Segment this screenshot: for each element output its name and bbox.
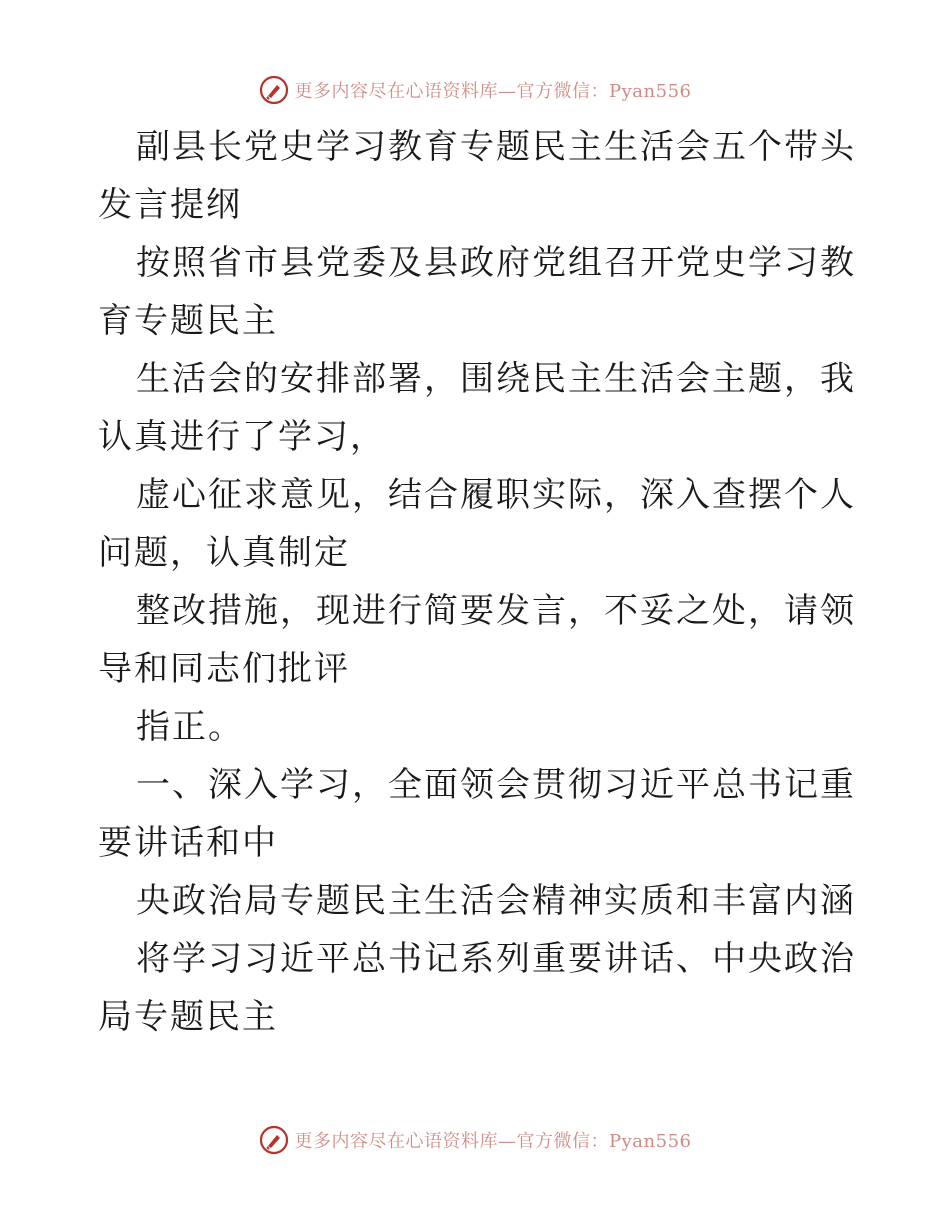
watermark-text: 更多内容尽在心语资料库—官方微信：Pyan556 (294, 1131, 692, 1152)
document-title: 副县长党史学习教育专题民主生活会五个带头发言提纲 (98, 127, 856, 225)
section-heading: 一、深入学习，全面领会贯彻习近平总书记重要讲话和中 (98, 765, 856, 863)
paragraph: 虚心征求意见，结合履职实际，深入查摆个人问题，认真制定 (98, 475, 856, 573)
paragraph: 生活会的安排部署，围绕民主生活会主题，我认真进行了学习， (98, 359, 856, 457)
pen-logo-icon (259, 75, 289, 105)
pen-logo-icon (259, 1125, 289, 1155)
document-body (98, 118, 858, 1046)
paragraph: 央政治局专题民主生活会精神实质和丰富内涵 (136, 881, 856, 921)
paragraph: 按照省市县党委及县政府党组召开党史学习教育专题民主 (98, 243, 856, 341)
watermark-footer (0, 1120, 950, 1160)
paragraph: 将学习习近平总书记系列重要讲话、中央政治局专题民主 (98, 939, 856, 1037)
watermark-header (0, 70, 950, 110)
watermark-text: 更多内容尽在心语资料库—官方微信：Pyan556 (294, 81, 692, 102)
paragraph: 整改措施，现进行简要发言，不妥之处，请领导和同志们批评 (98, 591, 856, 689)
paragraph: 指正。 (136, 707, 244, 747)
